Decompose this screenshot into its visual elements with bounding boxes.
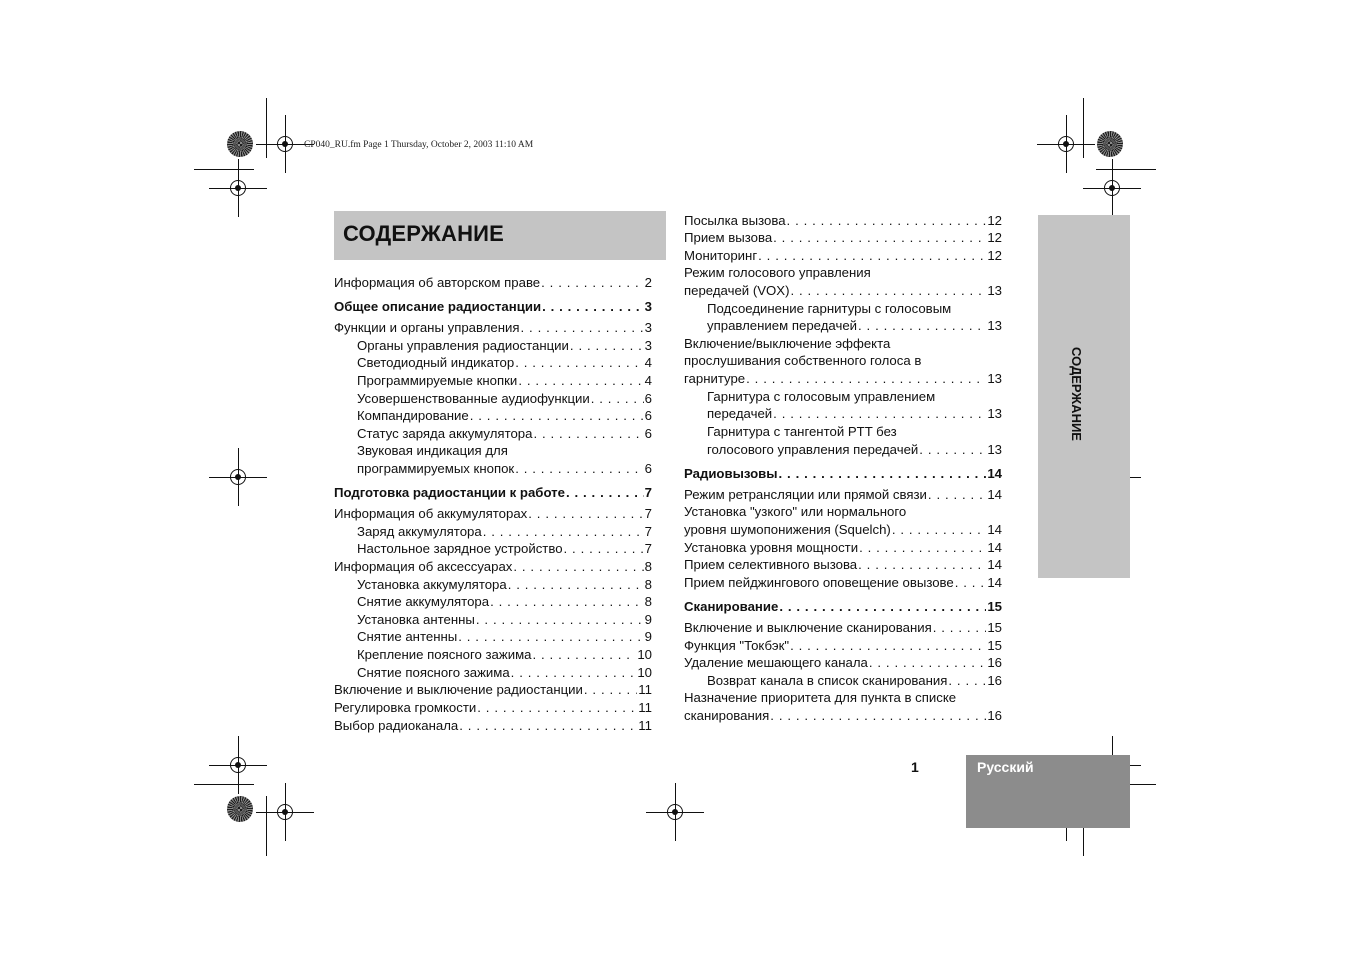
toc-entry-title: Посылка вызова — [684, 213, 786, 228]
toc-entry-title-line[interactable]: Подсоединение гарнитуры с голосовым — [707, 301, 952, 316]
toc-entry-title: передачей (VOX) — [684, 283, 790, 298]
registration-target-icon — [227, 131, 253, 157]
toc-entry[interactable] — [334, 700, 652, 717]
toc-subentry[interactable] — [357, 612, 652, 629]
toc-entry-page: 3 — [644, 320, 652, 335]
toc-entry-page: 4 — [644, 355, 652, 370]
toc-entry-page: 14 — [987, 540, 1002, 555]
toc-entry-page: 3 — [644, 338, 652, 353]
toc-entry-page: 12 — [987, 213, 1002, 228]
toc-entry-title: Программируемые кнопки — [357, 373, 518, 388]
toc-entry-page: 8 — [644, 594, 652, 609]
language-label: Русский — [977, 759, 1034, 775]
toc-entry-page: 14 — [987, 575, 1002, 590]
toc-entry-page: 10 — [637, 665, 652, 680]
toc-entry-title: Установка аккумулятора — [357, 577, 507, 592]
toc-entry-title: Установка уровня мощности — [684, 540, 859, 555]
toc-entry-page: 13 — [987, 318, 1002, 333]
toc-section[interactable] — [334, 299, 652, 316]
page-header: CP040_RU.fm Page 1 Thursday, October 2, 2003 11:10 AM — [304, 140, 534, 150]
toc-entry-title: Снятие поясного зажима — [357, 665, 510, 680]
toc-subentry[interactable] — [707, 318, 1002, 335]
toc-entry-page: 15 — [987, 620, 1002, 635]
toc-entry-title: Прием селективного вызова — [684, 557, 858, 572]
page-number: 1 — [911, 759, 919, 775]
toc-entry-page: 3 — [644, 299, 652, 314]
toc-entry-title: Крепление поясного зажима — [357, 647, 532, 662]
toc-entry-title: Усовершенствованные аудиофункции — [357, 391, 590, 406]
toc-entry-title: Информация об аккумуляторах — [334, 506, 528, 521]
toc-subentry[interactable] — [357, 373, 652, 390]
toc-entry[interactable] — [684, 638, 1002, 655]
toc-entry-title: Возврат канала в список сканирования — [707, 673, 948, 688]
toc-entry-page: 11 — [638, 718, 652, 733]
toc-entry-page: 7 — [644, 541, 652, 556]
toc-subentry[interactable] — [357, 338, 652, 355]
toc-entry-page: 12 — [987, 248, 1002, 263]
crop-line — [266, 98, 267, 158]
toc-entry-page: 15 — [987, 638, 1002, 653]
toc-entry-title: Сканирование — [684, 599, 779, 614]
toc-entry-title: Радиовызовы — [684, 466, 778, 481]
toc-subentry[interactable] — [357, 426, 652, 443]
toc-entry-page: 16 — [987, 708, 1002, 723]
toc-entry-title: программируемых кнопок — [357, 461, 515, 476]
toc-entry-page: 14 — [987, 487, 1002, 502]
toc-entry-title: Статус заряда аккумулятора — [357, 426, 533, 441]
toc-subentry[interactable] — [357, 629, 652, 646]
toc-entry-page: 2 — [644, 275, 652, 290]
toc-entry-page: 11 — [638, 682, 652, 697]
registration-target-icon — [227, 796, 253, 822]
toc-entry-title-line[interactable]: Режим голосового управления — [684, 265, 871, 280]
toc-entry[interactable] — [684, 371, 1002, 388]
toc-subentry[interactable] — [707, 673, 1002, 690]
side-tab-label: СОДЕРЖАНИЕ — [1069, 347, 1084, 441]
toc-entry-page: 13 — [987, 371, 1002, 386]
toc-entry-page: 16 — [987, 673, 1002, 688]
toc-entry-title: Органы управления радиостанции — [357, 338, 569, 353]
crop-line — [1096, 169, 1156, 170]
toc-subentry[interactable] — [357, 524, 652, 541]
title-band — [334, 211, 666, 260]
toc-entry[interactable] — [334, 506, 652, 523]
toc-entry-title: Компандирование — [357, 408, 469, 423]
toc-entry-page: 6 — [644, 408, 652, 423]
toc-entry-title: Установка антенны — [357, 612, 475, 627]
toc-subentry[interactable] — [357, 391, 652, 408]
toc-entry-title-line[interactable]: Включение/выключение эффекта — [684, 336, 891, 351]
crop-line — [194, 169, 254, 170]
toc-entry-title-line[interactable]: Звуковая индикация для — [357, 443, 508, 458]
toc-entry-page: 10 — [637, 647, 652, 662]
toc-entry-page: 11 — [638, 700, 652, 715]
toc-entry-title: Информация об аксессуарах — [334, 559, 513, 574]
toc-subentry[interactable] — [357, 647, 652, 664]
toc-subentry[interactable] — [357, 665, 652, 682]
registration-target-icon — [1097, 131, 1123, 157]
toc-entry-title: Включение и выключение сканирования — [684, 620, 932, 635]
crop-line — [1083, 98, 1084, 158]
toc-entry[interactable] — [334, 682, 652, 699]
toc-entry[interactable] — [684, 655, 1002, 672]
toc-entry[interactable] — [684, 230, 1002, 247]
page-title: СОДЕРЖАНИЕ — [343, 221, 505, 246]
toc-entry-page: 7 — [644, 485, 652, 500]
toc-entry-page: 8 — [644, 559, 652, 574]
toc-entry-page: 14 — [987, 557, 1002, 572]
language-box — [966, 755, 1130, 828]
toc-entry-title-line[interactable]: Гарнитура с тангентой PTT без — [707, 424, 897, 439]
toc-section[interactable] — [684, 466, 1002, 483]
toc-entry[interactable] — [334, 320, 652, 337]
toc-subentry[interactable] — [357, 577, 652, 594]
toc-entry-page: 7 — [644, 524, 652, 539]
toc-entry-page: 4 — [644, 373, 652, 388]
toc-entry-page: 7 — [644, 506, 652, 521]
toc-entry-page: 14 — [987, 522, 1002, 537]
toc-entry[interactable] — [334, 275, 652, 292]
toc-section[interactable] — [334, 485, 652, 502]
crop-line — [194, 784, 254, 785]
toc-entry-title: передачей — [707, 406, 773, 421]
toc-entry-page: 12 — [987, 230, 1002, 245]
toc-entry-title: Подготовка радиостанции к работе — [334, 485, 565, 500]
toc-entry-page: 16 — [987, 655, 1002, 670]
toc-entry[interactable] — [684, 283, 1002, 300]
toc-subentry[interactable] — [357, 355, 652, 372]
toc-subentry[interactable] — [357, 461, 652, 478]
toc-entry[interactable] — [684, 557, 1002, 574]
toc-entry-title: Снятие аккумулятора — [357, 594, 490, 609]
toc-entry-page: 14 — [987, 466, 1002, 481]
toc-entry[interactable] — [684, 708, 1002, 725]
toc-entry-title: Удаление мешающего канала — [684, 655, 868, 670]
toc-entry-page: 15 — [987, 599, 1002, 614]
toc-entry-page: 6 — [644, 426, 652, 441]
toc-entry-title: Общее описание радиостанции — [334, 299, 542, 314]
toc-entry-page: 6 — [644, 391, 652, 406]
toc-entry[interactable] — [684, 522, 1002, 539]
toc-section[interactable] — [684, 599, 1002, 616]
toc-entry-title: Информация об авторском праве — [334, 275, 541, 290]
toc-subentry[interactable] — [357, 408, 652, 425]
toc-entry-title: Выбор радиоканала — [334, 718, 459, 733]
toc-entry-title: голосового управления передачей — [707, 442, 919, 457]
toc-entry-page: 9 — [644, 612, 652, 627]
toc-entry-page: 9 — [644, 629, 652, 644]
toc-subentry[interactable] — [357, 541, 652, 558]
toc-subentry[interactable] — [707, 406, 1002, 423]
toc-entry-title: Настольное зарядное устройство — [357, 541, 563, 556]
toc-entry-title: Режим ретрансляции или прямой связи — [684, 487, 927, 502]
toc-entry-title: Включение и выключение радиостанции — [334, 682, 583, 697]
toc-entry-title-line[interactable]: Гарнитура с голосовым управлением — [707, 389, 936, 404]
toc-entry[interactable] — [684, 620, 1002, 637]
toc-entry-title: Светодиодный индикатор — [357, 355, 515, 370]
toc-entry-page: 13 — [987, 283, 1002, 298]
toc-entry-page: 13 — [987, 442, 1002, 457]
toc-entry-title: Снятие антенны — [357, 629, 458, 644]
toc-entry[interactable] — [684, 213, 1002, 230]
toc-entry[interactable] — [684, 487, 1002, 504]
toc-entry-page: 13 — [987, 406, 1002, 421]
toc-subentry[interactable] — [357, 594, 652, 611]
toc-entry-page: 8 — [644, 577, 652, 592]
toc-entry-title: Прием вызова — [684, 230, 773, 245]
toc-entry[interactable] — [684, 575, 1002, 592]
toc-entry-title: Регулировка громкости — [334, 700, 477, 715]
toc-entry-title: сканирования — [684, 708, 770, 723]
toc-entry[interactable] — [334, 718, 652, 735]
toc-entry-title-line[interactable]: Установка "узкого" или нормального — [684, 504, 907, 519]
toc-entry-title-line[interactable]: Назначение приоритета для пункта в списке — [684, 690, 957, 705]
toc-subentry[interactable] — [707, 442, 1002, 459]
toc-entry[interactable] — [684, 248, 1002, 265]
toc-entry-title: Функция "Токбэк" — [684, 638, 790, 653]
toc-entry-title: гарнитуре — [684, 371, 746, 386]
toc-entry-title: Мониторинг — [684, 248, 758, 263]
toc-entry-page: 6 — [644, 461, 652, 476]
side-tab — [1038, 215, 1130, 578]
toc-entry-title: Прием пейджингового оповещение овызове — [684, 575, 954, 590]
toc-entry-title: Заряд аккумулятора — [357, 524, 482, 539]
toc-entry[interactable] — [684, 540, 1002, 557]
toc-entry-title: управлением передачей — [707, 318, 858, 333]
toc-entry-title-line[interactable]: прослушивания собственного голоса в — [684, 353, 922, 368]
crop-line — [266, 796, 267, 856]
toc-entry[interactable] — [334, 559, 652, 576]
toc-entry-title: уровня шумопонижения (Squelch) — [684, 522, 891, 537]
toc-entry-title: Функции и органы управления — [334, 320, 520, 335]
